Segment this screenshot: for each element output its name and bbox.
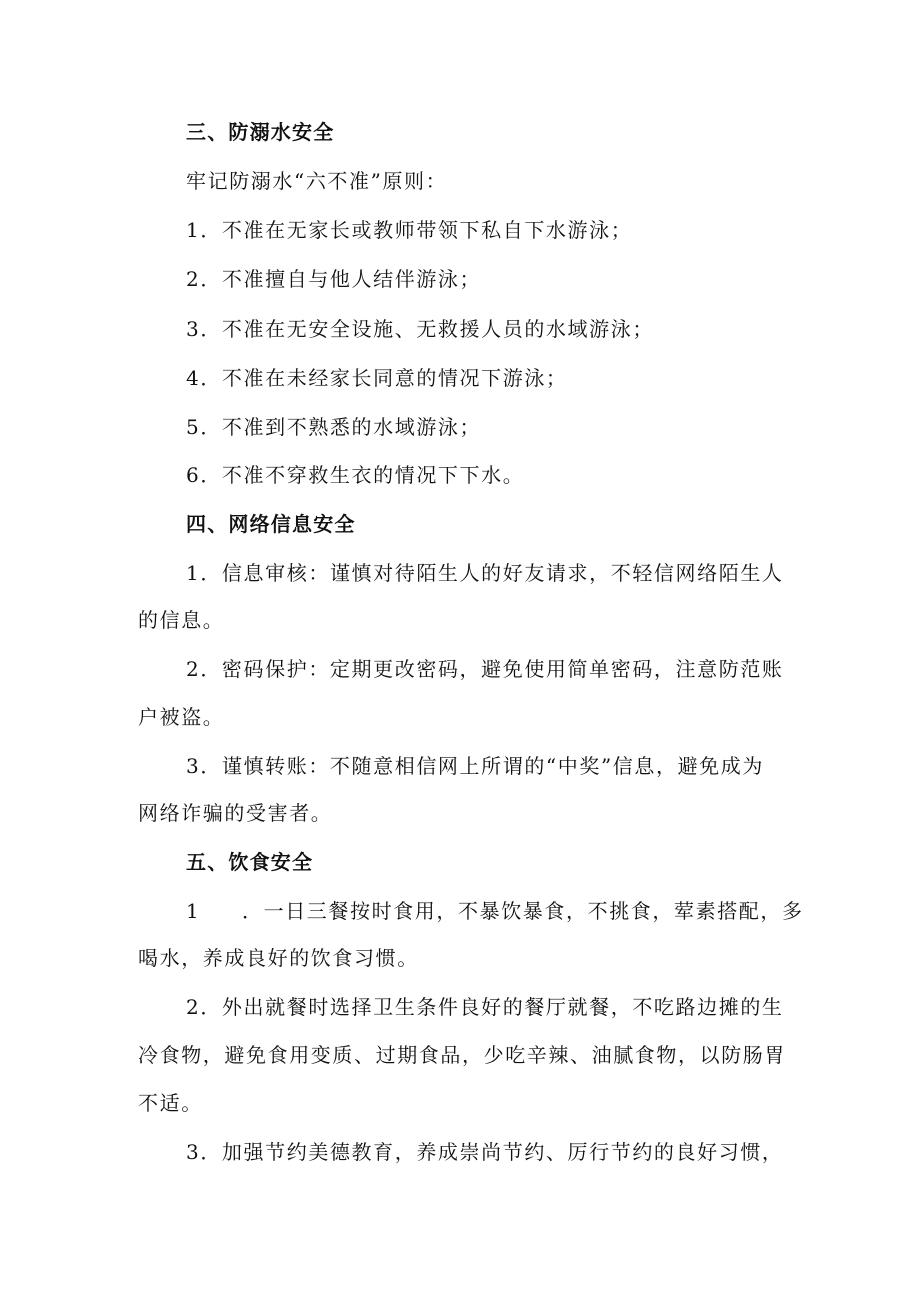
rule-text: ．不准擅自与他人结伴游泳； bbox=[200, 267, 482, 291]
item-number: 3 bbox=[186, 754, 201, 778]
section-title-food: 五、饮食安全 bbox=[186, 850, 314, 874]
rule-text: ．不准不穿救生衣的情况下下水。 bbox=[200, 463, 525, 487]
section-title-drowning: 三、防溺水安全 bbox=[186, 120, 335, 144]
item-number: 3 bbox=[186, 1140, 201, 1164]
rule-text: ．不准在无家长或教师带领下私自下水游泳； bbox=[200, 218, 633, 242]
item-text: ．密码保护：定期更改密码，避免使用简单密码，注意防范账 bbox=[200, 657, 784, 681]
food-item-3-line-1 bbox=[186, 1138, 784, 1166]
rule-number: 5 bbox=[186, 415, 201, 439]
food-item-2-line-3: 不适。 bbox=[138, 1091, 203, 1115]
drowning-rule-6 bbox=[186, 461, 524, 489]
network-item-3-line-1 bbox=[186, 752, 764, 780]
item-text: ．一日三餐按时食用，不暴饮暴食，不挑食，荤素搭配，多 bbox=[242, 899, 804, 923]
drowning-rule-5 bbox=[186, 413, 481, 441]
item-text: ．加强节约美德教育，养成崇尚节约、厉行节约的良好习惯， bbox=[200, 1140, 784, 1164]
item-number: 1 bbox=[186, 561, 201, 585]
network-item-2-line-1 bbox=[186, 655, 784, 683]
rule-number: 3 bbox=[186, 317, 201, 341]
section-title-network: 四、网络信息安全 bbox=[186, 512, 356, 536]
network-item-3-line-2: 网络诈骗的受害者。 bbox=[138, 801, 333, 825]
food-item-1-line-1 bbox=[186, 897, 804, 925]
drowning-rule-3 bbox=[186, 315, 654, 343]
rule-text: ．不准在无安全设施、无救援人员的水域游泳； bbox=[200, 317, 654, 341]
network-item-1-line-2: 的信息。 bbox=[138, 608, 225, 632]
drowning-rule-1 bbox=[186, 216, 632, 244]
rule-number: 6 bbox=[186, 463, 201, 487]
item-text: ．信息审核：谨慎对待陌生人的好友请求，不轻信网络陌生人 bbox=[200, 561, 784, 585]
rule-number: 4 bbox=[186, 366, 201, 390]
food-item-2-line-2: 冷食物，避免食用变质、过期食品，少吃辛辣、油腻食物，以防肠胃 bbox=[138, 1043, 786, 1067]
item-text: ．谨慎转账：不随意相信网上所谓的“中奖”信息，避免成为 bbox=[200, 754, 764, 778]
rule-text: ．不准到不熟悉的水域游泳； bbox=[200, 415, 482, 439]
network-item-1-line-1 bbox=[186, 559, 784, 587]
rule-text: ．不准在未经家长同意的情况下游泳； bbox=[200, 366, 568, 390]
item-number: 1 bbox=[186, 899, 201, 923]
drowning-intro: 牢记防溺水“六不准”原则： bbox=[186, 169, 448, 193]
item-text: ．外出就餐时选择卫生条件良好的餐厅就餐，不吃路边摊的生 bbox=[200, 995, 784, 1019]
rule-number: 1 bbox=[186, 218, 201, 242]
food-item-2-line-1 bbox=[186, 993, 784, 1021]
network-item-2-line-2: 户被盗。 bbox=[138, 705, 225, 729]
drowning-rule-2 bbox=[186, 265, 481, 293]
item-number: 2 bbox=[186, 657, 201, 681]
food-item-1-line-2: 喝水，养成良好的饮食习惯。 bbox=[138, 946, 419, 970]
drowning-rule-4 bbox=[186, 364, 568, 392]
rule-number: 2 bbox=[186, 267, 201, 291]
item-number: 2 bbox=[186, 995, 201, 1019]
